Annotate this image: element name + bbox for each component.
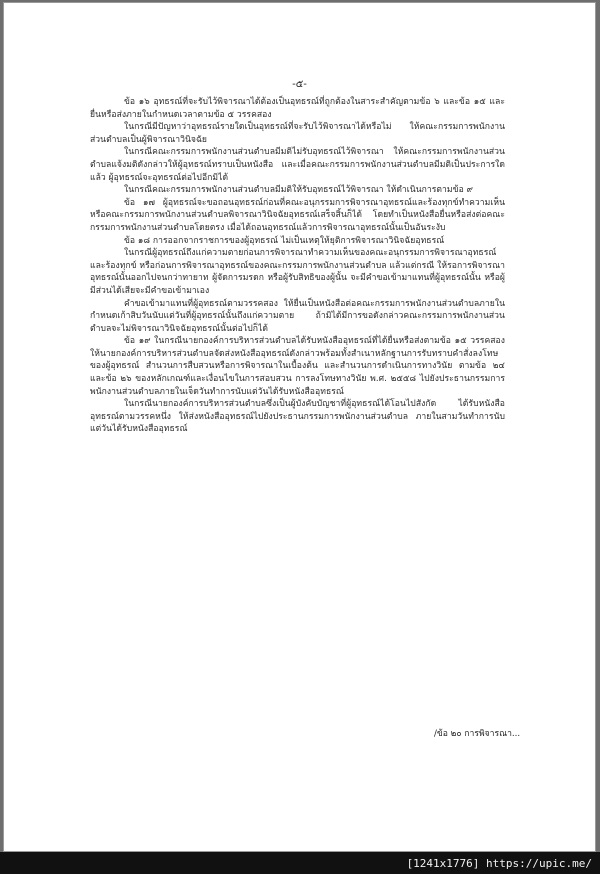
document-body xyxy=(90,96,505,436)
paragraph-article-17: ข้อ ๑๗ ผู้อุทธรณ์จะขอถอนอุทธรณ์ก่อนที่คณะอนุกรรมการพิจารณาอุทธรณ์และร้องทุกข์ทำความเห็นหรือคณะกรรมการพนักงานส่วนตำบลพิจารณาวินิจฉัยอุทธรณ์เสร็จสิ้นก็ได้ โดยทำเป็นหนังสือยื่นหรือส่งต่อคณะกรรมการพนักงานส่วนตำบลโดยตรง เมื่อได้ถอนอุทธรณ์แล้วการพิจารณาอุทธรณ์นั้นเป็นอันระงับ xyxy=(90,197,505,233)
image-host-tag: [1241x1776] https://upic.me/ xyxy=(406,857,592,870)
image-host-footer xyxy=(0,852,600,874)
paragraph: คำขอเข้ามาแทนที่ผู้อุทธรณ์ตามวรรคสอง ให้ยื่นเป็นหนังสือต่อคณะกรรมการพนักงานส่วนตำบลภายในกำหนดเก้าสิบวันนับแต่วันที่ผู้อุทธรณ์นั้นถึงแก่ความตาย ถ้ามิได้มีการขอดังกล่าวคณะกรรมการพนักงานส่วนตำบลจะไม่พิจารณาวินิจฉัยอุทธรณ์นั้นต่อไปก็ได้ xyxy=(90,298,505,334)
paragraph-article-18: ข้อ ๑๘ การออกจากราชการของผู้อุทธรณ์ ไม่เป็นเหตุให้ยุติการพิจารณาวินิจฉัยอุทธรณ์ xyxy=(124,235,445,246)
paragraph: ในกรณีมีปัญหาว่าอุทธรณ์รายใดเป็นอุทธรณ์ที่จะรับไว้พิจารณาได้หรือไม่ ให้คณะกรรมการพนักงานส่วนตำบลเป็นผู้พิจารณาวินิจฉัย xyxy=(90,122,505,145)
paragraph: ในกรณีคณะกรรมการพนักงานส่วนตำบลมีมติให้รับอุทธรณ์ไว้พิจารณา ให้ดำเนินการตามข้อ ๙ xyxy=(124,185,473,196)
paragraph: ในกรณีคณะกรรมการพนักงานส่วนตำบลมีมติไม่รับอุทธรณ์ไว้พิจารณา ให้คณะกรรมการพนักงานส่วนตำบลแจ้งมติดังกล่าวให้ผู้อุทธรณ์ทราบเป็นหนังสือ และเมื่อคณะกรรมการพนักงานส่วนตำบลมีมติเป็นประการใดแล้ว ผู้อุทธรณ์จะอุทธรณ์ต่อไปอีกมิได้ xyxy=(90,147,505,183)
document-page xyxy=(3,2,596,852)
continuation-note: /ข้อ ๒๐ การพิจารณา... xyxy=(434,729,521,739)
page-number: -๕- xyxy=(292,79,307,90)
paragraph-article-19: ข้อ ๑๙ ในกรณีนายกองค์การบริหารส่วนตำบลได้รับหนังสืออุทธรณ์ที่ได้ยื่นหรือส่งตามข้อ ๑๕ วรรคสอง ให้นายกองค์การบริหารส่วนตำบลจัดส่งหนังสืออุทธรณ์ดังกล่าวพร้อมทั้งสำเนาหลักฐานการรับทราบคำสั่งลงโทษของผู้อุทธรณ์ สำนวนการสืบสวนหรือการพิจารณาในเบื้องต้น และสำนวนการดำเนินการทางวินัย ตามข้อ ๒๔ และข้อ ๒๖ ของหลักเกณฑ์และเงื่อนไขในการสอบสวน การลงโทษทางวินัย พ.ศ. ๒๕๕๘ ไปยังประธานกรรมการพนักงานส่วนตำบลภายในเจ็ดวันทำการนับแต่วันได้รับหนังสืออุทธรณ์ xyxy=(90,336,505,397)
paragraph: ในกรณีนายกองค์การบริหารส่วนตำบลซึ่งเป็นผู้บังคับบัญชาที่ผู้อุทธรณ์ได้โอนไปสังกัด ได้รับหนังสืออุทธรณ์ตามวรรคหนึ่ง ให้ส่งหนังสืออุทธรณ์ไปยังประธานกรรมการพนักงานส่วนตำบล ภายในสามวันทำการนับแต่วันได้รับหนังสืออุทธรณ์ xyxy=(90,399,505,435)
paragraph: ในกรณีผู้อุทธรณ์ถึงแก่ความตายก่อนการพิจารณาทำความเห็นของคณะอนุกรรมการพิจารณาอุทธรณ์และร้องทุกข์ หรือก่อนการพิจารณาอุทธรณ์ของคณะกรรมการพนักงานส่วนตำบล แล้วแต่กรณี ให้รอการพิจารณาอุทธรณ์นั้นออกไปจนกว่าทายาท ผู้จัดการมรดก หรือผู้รับสิทธิของผู้นั้น จะมีคำขอเข้ามาแทนที่ผู้อุทธรณ์นั้น หรือผู้มีส่วนได้เสียจะมีคำขอเข้ามาเอง xyxy=(90,248,505,296)
paragraph-article-16: ข้อ ๑๖ อุทธรณ์ที่จะรับไว้พิจารณาได้ต้องเป็นอุทธรณ์ที่ถูกต้องในสาระสำคัญตามข้อ ๖ และข้อ ๑๕ และยื่นหรือส่งภายในกำหนดเวลาตามข้อ ๕ วรรคสอง xyxy=(90,97,505,120)
